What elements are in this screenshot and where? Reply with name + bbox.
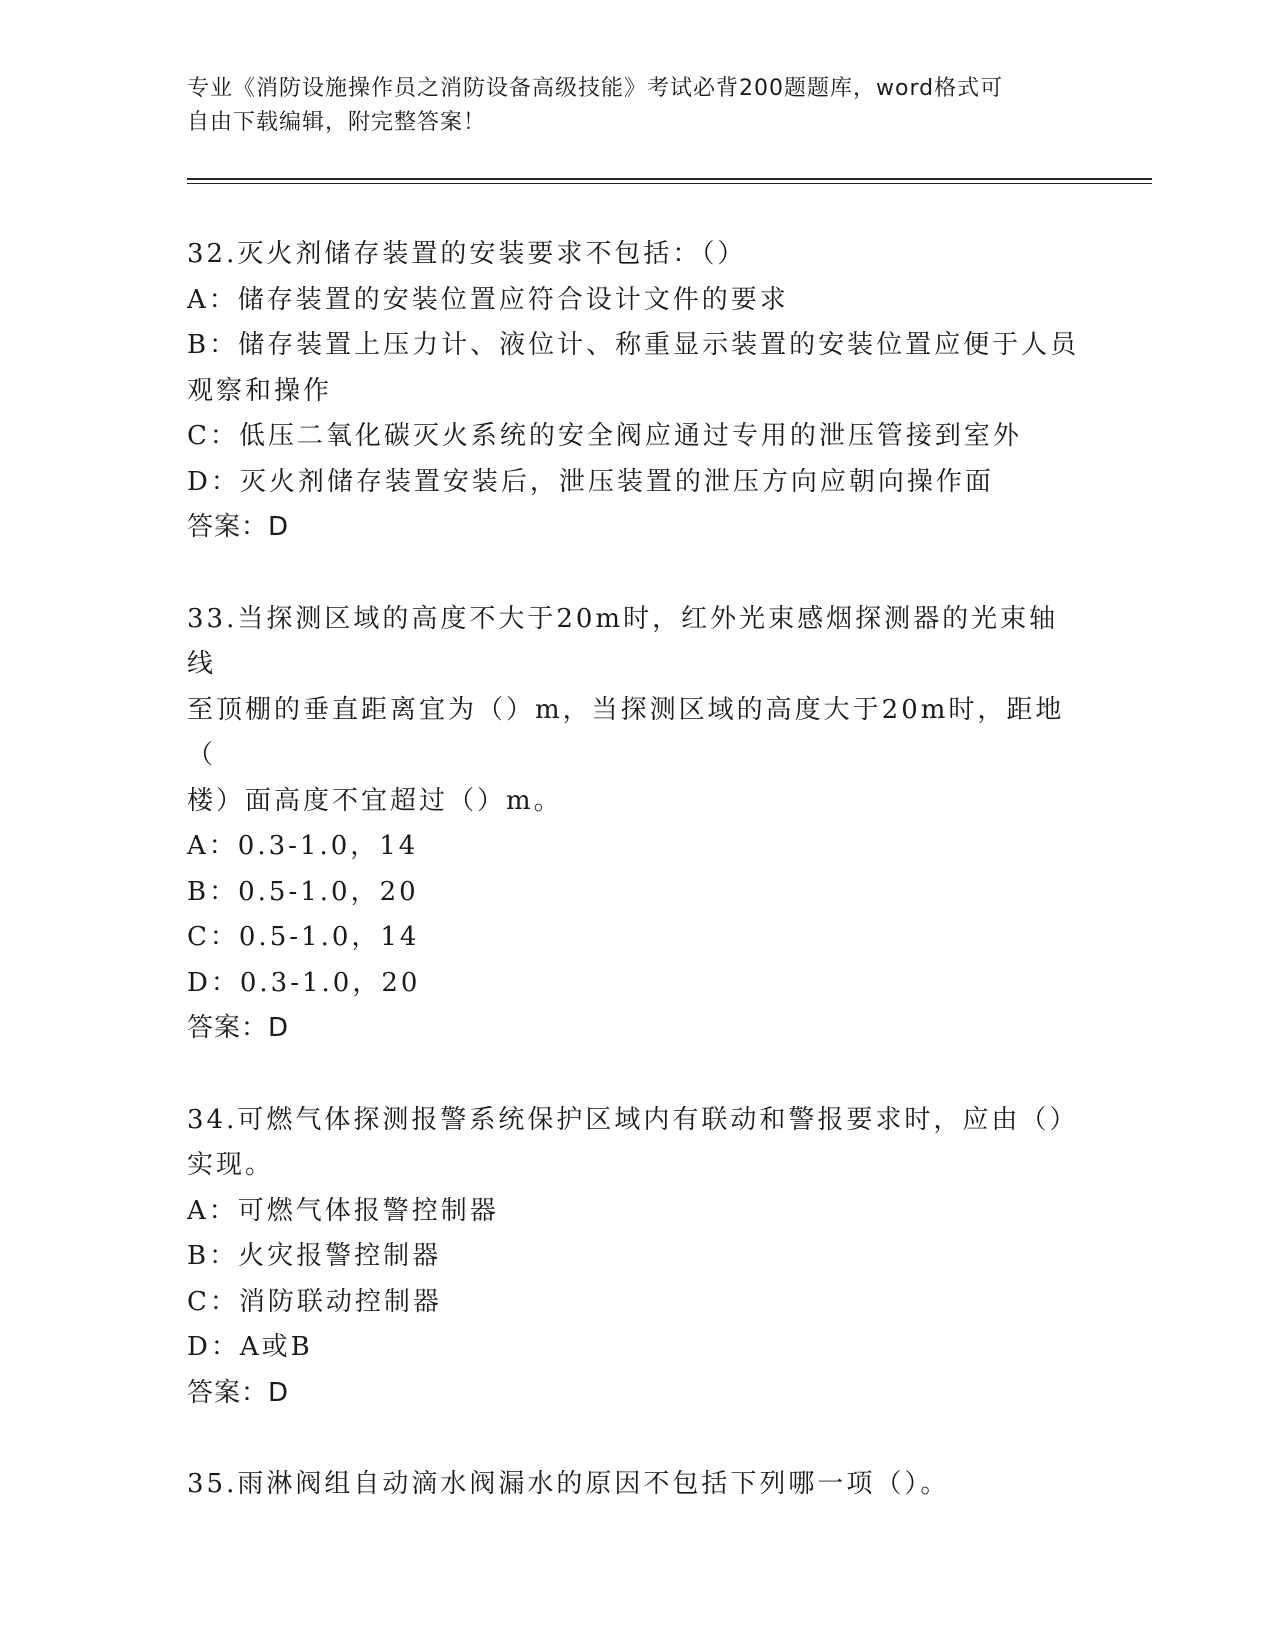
question-list <box>187 232 1087 1554</box>
question-35 <box>187 1462 1087 1508</box>
option-line: 观察和操作 <box>187 375 333 406</box>
header-line-2: 自由下载编辑，附完整答案！ <box>187 110 487 135</box>
option-line: C：消防联动控制器 <box>187 1286 442 1317</box>
option-d <box>187 1325 1087 1371</box>
option-b <box>187 323 1087 414</box>
header-divider-thin <box>187 183 1152 184</box>
option-b <box>187 870 1087 916</box>
option-line: A：储存装置的安装位置应符合设计文件的要求 <box>187 284 789 315</box>
option-d <box>187 460 1087 506</box>
option-a <box>187 278 1087 324</box>
option-line: D：A或B <box>187 1332 313 1362</box>
header-divider <box>187 178 1152 180</box>
answer-label: 答案：D <box>187 512 290 542</box>
stem-line: 至顶棚的垂直距离宜为（）m，当探测区域的高度大于20m时，距地（ <box>187 694 1065 770</box>
option-line: C：低压二氧化碳灭火系统的安全阀应通过专用的泄压管接到室外 <box>187 421 1022 451</box>
option-line: B：火灾报警控制器 <box>187 1241 442 1271</box>
option-line: A：可燃气体报警控制器 <box>187 1195 499 1226</box>
question-stem <box>187 1462 1087 1508</box>
option-line: D：灭火剂储存装置安装后，泄压装置的泄压方向应朝向操作面 <box>187 466 994 497</box>
option-d <box>187 961 1087 1007</box>
option-line: B：0.5-1.0，20 <box>187 876 419 907</box>
question-stem <box>187 1098 1087 1189</box>
option-c <box>187 915 1087 961</box>
option-b <box>187 1234 1087 1280</box>
document-header <box>187 72 1067 140</box>
stem-line: 35.雨淋阀组自动滴水阀漏水的原因不包括下列哪一项（）。 <box>187 1469 950 1499</box>
option-line: A：0.3-1.0，14 <box>187 831 419 861</box>
option-line: B：储存装置上压力计、液位计、称重显示装置的安装位置应便于人员 <box>187 330 1080 360</box>
stem-line: 实现。 <box>187 1150 275 1180</box>
stem-line: 33.当探测区域的高度不大于20m时，红外光束感烟探测器的光束轴线 <box>187 603 1059 679</box>
question-32 <box>187 232 1087 551</box>
question-stem <box>187 597 1087 825</box>
option-c <box>187 414 1087 460</box>
answer-label: 答案：D <box>187 1377 290 1408</box>
question-33 <box>187 597 1087 1052</box>
option-c <box>187 1280 1087 1326</box>
header-line-1: 专业《消防设施操作员之消防设备高级技能》考试必背200题题库，word格式可 <box>187 76 1004 101</box>
option-line: D：0.3-1.0，20 <box>187 967 421 998</box>
option-line: C：0.5-1.0，14 <box>187 922 420 952</box>
stem-line: 32.灭火剂储存装置的安装要求不包括：（） <box>187 239 747 269</box>
option-a <box>187 1189 1087 1235</box>
question-stem <box>187 232 1087 278</box>
stem-line: 楼）面高度不宜超过（）m。 <box>187 785 563 816</box>
option-a <box>187 824 1087 870</box>
question-34 <box>187 1098 1087 1417</box>
stem-line: 34.可燃气体探测报警系统保护区域内有联动和警报要求时，应由（） <box>187 1104 1079 1135</box>
answer-label: 答案：D <box>187 1013 290 1043</box>
